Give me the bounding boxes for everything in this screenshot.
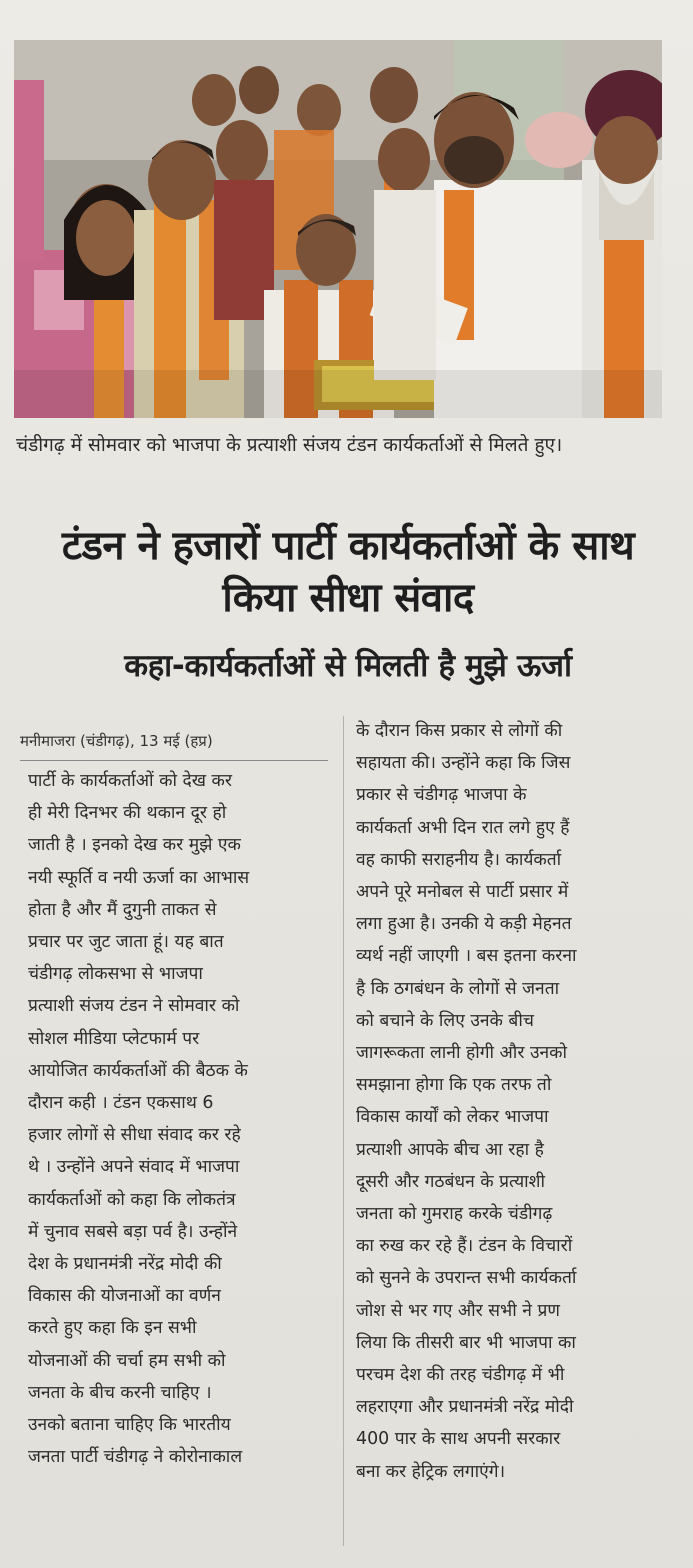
headline-line-2: किया सीधा संवाद bbox=[222, 575, 474, 621]
headline bbox=[10, 520, 686, 624]
article-column-left: पार्टी के कार्यकर्ताओं को देख कर ही मेरी दिनभर की थकान दूर हो जाती है । इनको देख कर मुझे एक नयी स्फूर्ति व नयी ऊर्जा का आभास होता है और मैं दुगुनी ताकत से प्रचार पर जुट जाता हूं। यह बात चंडीगढ़ लोकसभा से भाजपा प्रत्याशी संजय टंडन ने सोमवार को सोशल मीडिया प्लेटफार्म पर आयोजित कार्यकर्ताओं की बैठक के दौरान कही । टंडन एकसाथ 6 हजार लोगों से सीधा संवाद कर रहे थे । उन्होंने अपने संवाद में भाजपा कार्यकर्ताओं को कहा कि लोकतंत्र में चुनाव सबसे बड़ा पर्व है। उन्होंने देश के प्रधानमंत्री नरेंद्र मोदी की विकास की योजनाओं का वर्णन करते हुए कहा कि इन सभी योजनाओं की चर्चा हम सभी को जनता के बीच करनी चाहिए । उनको बताना चाहिए कि भारतीय जनता पार्टी चंडीगढ़ ने कोरोनाकाल bbox=[28, 771, 250, 1468]
news-photo bbox=[14, 40, 662, 418]
article-column-right: के दौरान किस प्रकार से लोगों की सहायता की। उन्होंने कहा कि जिस प्रकार से चंडीगढ़ भाजपा के कार्यकर्ता अभी दिन रात लगे हुए हैं वह काफी सराहनीय है। कार्यकर्ता अपने पूरे मनोबल से पार्टी प्रसार में लगा हुआ है। उनकी ये कड़ी मेहनत व्यर्थ नहीं जाएगी । बस इतना करना है कि ठगबंधन के लोगों से जनता को बचाने के लिए उनके बीच जागरूकता लानी होगी और उनको समझाना होगा कि एक तरफ तो विकास कार्यों को लेकर भाजपा प्रत्याशी आपके बीच आ रहा है दूसरी और गठबंधन के प्रत्याशी जनता को गुमराह करके चंडीगढ़ का रुख कर रहे हैं। टंडन के विचारों को सुनने के उपरान्त सभी कार्यकर्ता जोश से भर गए और सभी ने प्रण लिया कि तीसरी बार भी भाजपा का परचम देश की तरह चंडीगढ़ में भी लहराएगा और प्रधानमंत्री नरेंद्र मोदी 400 पार के साथ अपनी सरकार बना कर हेट्रिक लगाएंगे। bbox=[356, 721, 577, 1482]
column-divider bbox=[343, 716, 344, 1546]
headline-line-1: टंडन ने हजारों पार्टी कार्यकर्ताओं के साथ bbox=[61, 523, 635, 569]
news-photo-illustration bbox=[14, 40, 662, 418]
subheadline: कहा-कार्यकर्ताओं से मिलती है मुझे ऊर्जा bbox=[124, 648, 572, 684]
dateline: मनीमाजरा (चंडीगढ़), 13 मई (हप्र) bbox=[20, 732, 213, 750]
dateline-rule bbox=[20, 760, 328, 761]
photo-caption: चंडीगढ़ में सोमवार को भाजपा के प्रत्याशी संजय टंडन कार्यकर्ताओं से मिलते हुए। bbox=[16, 434, 563, 456]
